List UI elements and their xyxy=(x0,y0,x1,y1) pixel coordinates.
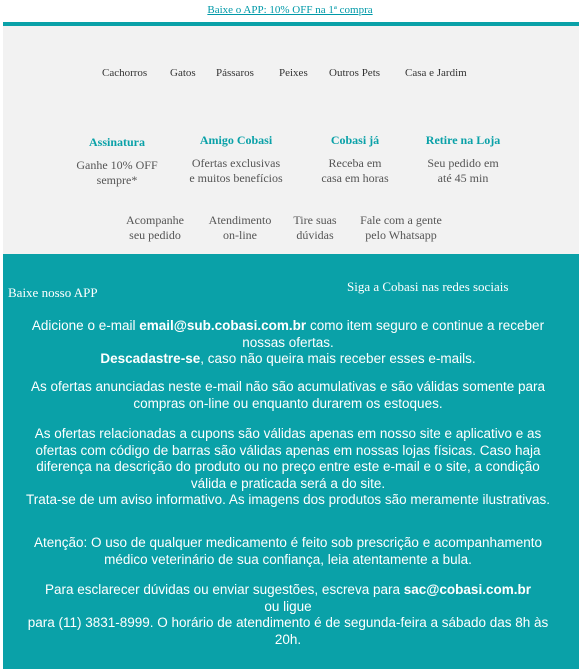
benefit-title: Retire na Loja xyxy=(425,133,501,147)
benefit-description: Ofertas exclusivas e muitos benefícios xyxy=(189,156,283,185)
nav-item-cachorros[interactable]: Cachorros xyxy=(102,67,148,79)
nav-item-outros-pets[interactable]: Outros Pets xyxy=(329,67,381,79)
benefit-description: Seu pedido em até 45 min xyxy=(427,156,499,185)
safe-sender-notice: Adicione o e-mail email@sub.cobasi.com.br como item seguro e continue a receber nossas ofertas. Descadastre-se, caso não queira mais receber esses e-mails. xyxy=(31,318,545,366)
help-whatsapp[interactable]: Fale com a gente pelo Whatsapp xyxy=(360,213,442,242)
offers-disclaimer: As ofertas anunciadas neste e-mail não são acumulativas e são válidas somente para compras on-line ou enquanto durarem os estoques. xyxy=(30,379,546,411)
benefit-description: Receba em casa em horas xyxy=(321,156,389,185)
nav-item-passaros[interactable]: Pássaros xyxy=(216,67,254,79)
sender-email-address: email@sub.cobasi.com.br xyxy=(139,318,307,333)
nav-item-casa-e-jardim[interactable]: Casa e Jardim xyxy=(405,67,467,79)
benefit-cobasi-ja[interactable] xyxy=(305,133,405,186)
coupons-disclaimer: As ofertas relacionadas a cupons são válidas apenas em nosso site e aplicativo e as ofertas com código de barras são válidas apenas em nossas lojas físicas. Caso haja diferença na descrição do produto ou no preço entre este e-mail e o site, a condição válida e praticada será a do site. Trata-se de um aviso informativo. As imagens dos produtos são meramente ilustrativas. xyxy=(26,426,550,507)
benefit-title: Cobasi já xyxy=(330,133,380,147)
download-app-link[interactable]: Baixe o APP: 10% OFF na 1ª compra xyxy=(207,4,373,16)
benefit-title: Amigo Cobasi xyxy=(199,133,273,147)
support-email-link[interactable]: sac@cobasi.com.br xyxy=(403,582,531,597)
benefit-title: Assinatura xyxy=(88,135,145,149)
nav-item-gatos[interactable]: Gatos xyxy=(170,67,196,79)
social-media-label: Siga a Cobasi nas redes sociais xyxy=(347,279,509,294)
benefit-amigo-cobasi[interactable] xyxy=(176,133,296,186)
download-app-label[interactable]: Baixe nosso APP xyxy=(8,285,98,300)
medication-warning: Atenção: O uso de qualquer medicamento é feito sob prescrição e acompanhamento médico veterinário de sua confiança, leia atentamente a bula. xyxy=(33,535,543,567)
unsubscribe-link[interactable]: Descadastre-se xyxy=(100,351,201,366)
nav-item-peixes[interactable]: Peixes xyxy=(279,67,308,79)
benefit-assinatura[interactable] xyxy=(62,135,172,188)
help-tire-duvidas[interactable]: Tire suas dúvidas xyxy=(293,213,337,242)
help-atendimento-online[interactable]: Atendimento on-line xyxy=(208,213,272,242)
benefit-description: Ganhe 10% OFF sempre* xyxy=(76,158,158,187)
contact-info: Para esclarecer dúvidas ou enviar sugestões, escreva para sac@cobasi.com.br ou ligue para (11) 3831-8999. O horário de atendimento é de segunda-feira a sábado das 8h às 20h. xyxy=(27,582,549,647)
benefit-retire-na-loja[interactable] xyxy=(413,133,513,186)
help-acompanhe-pedido[interactable]: Acompanhe seu pedido xyxy=(126,213,184,242)
